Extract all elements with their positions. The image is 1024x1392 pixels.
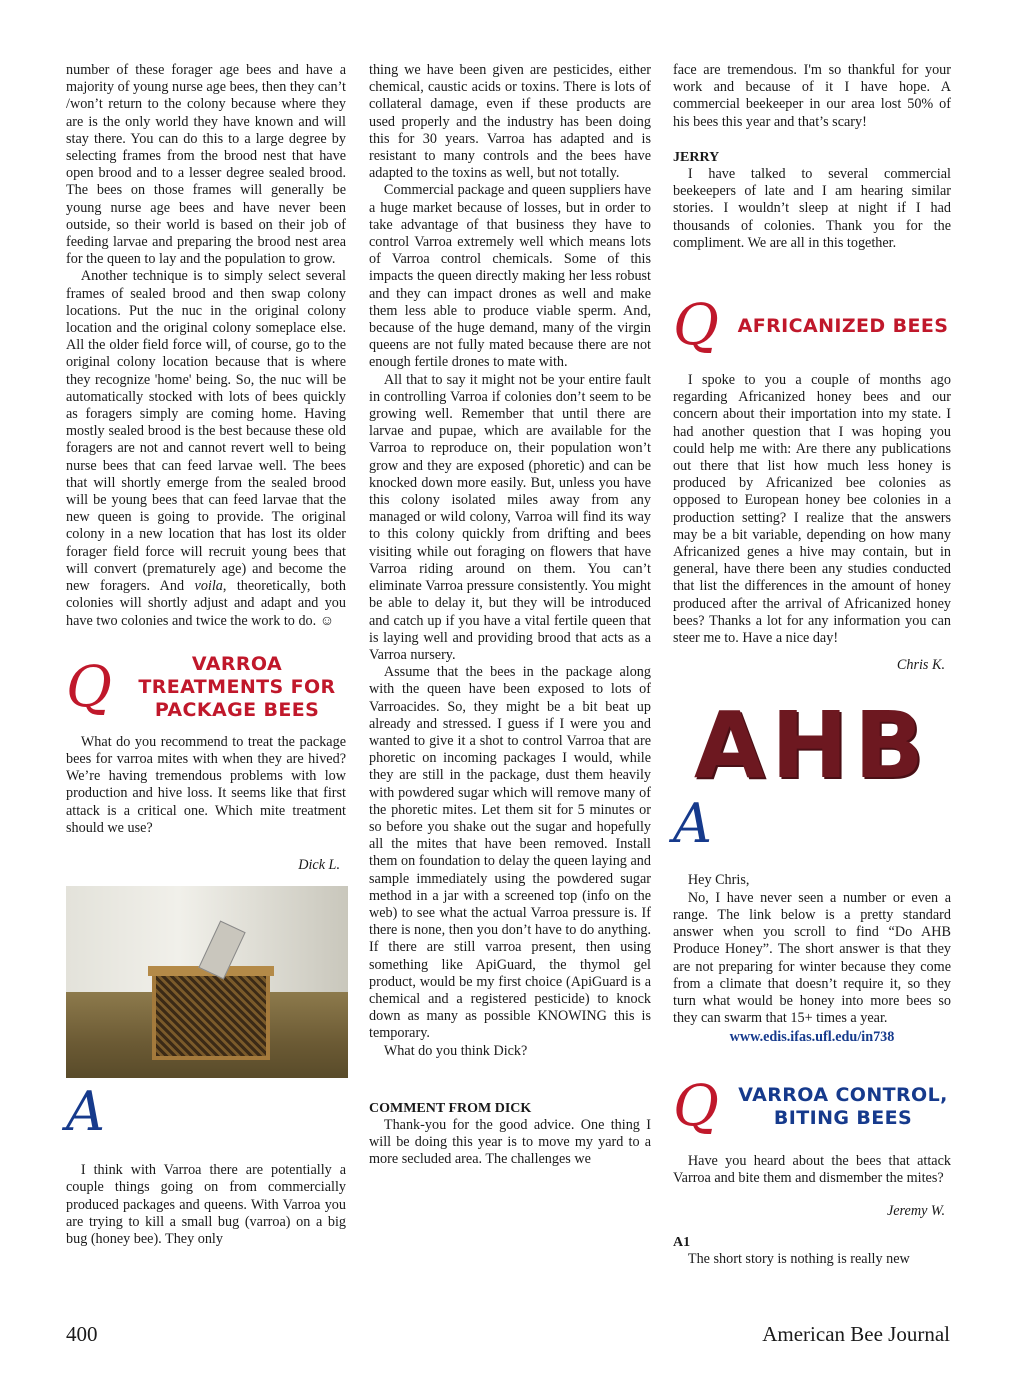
answer-text: The short story is nothing is really new	[687, 1251, 910, 1268]
question-heading-biting-bees	[673, 1069, 951, 1145]
journal-name: American Bee Journal	[762, 1322, 950, 1346]
ahb-logo: AHB	[693, 692, 931, 800]
paragraph: number of these forager age bees and have a majority of young nurse age bees, then they can’t /won’t return to the colony because where they are is the only world they have known and will stay there. You can do this to a large degree by selecting frames from the brood nest that have open brood and to a lesser degree sealed brood. The bees on those frames will generally be young nurse age bees and have never been outside, so their world is based on their job of feeding larvae and preparing the brood nest area for the queen to lay and the population to grow.	[66, 62, 346, 268]
question-letter: Q	[66, 654, 112, 720]
jerry-heading: JERRY	[673, 149, 720, 165]
column-1	[66, 62, 346, 1248]
paragraph: What do you think Dick?	[383, 1042, 528, 1059]
answer-text: I think with Varroa there are potentially a couple things going on from commercially produced packages and queens. With Varroa you are trying to kill a small bug (varroa) on a big bug (honey bee). They only	[66, 1162, 346, 1247]
signature: Chris K.	[896, 657, 945, 674]
hive-photo	[66, 886, 348, 1078]
question-letter: Q	[673, 1073, 719, 1139]
paragraph: Assume that the bees in the package along with the queen have been exposed to lots of Varroacides. So, they might be a bit beat up already and stressed. I guess if I were you and wanted to give it a shot to control Varroa that are phoretic on incoming packages I would, while they are still in the package, dust them heavily with powdered sugar which will remove many of the phoretic mites. Let them sit for 5 minutes or so before you shake out the sugar and hopefully all the mites that have been removed. Install them on foundation to delay the queen laying and sample immediately using the powdered sugar method in a jar with a screened top (info on the web) to see what the actual Varroa pressure is. If there is none, then you don’t have to do anything. If there are still varroa present, then using something like ApiGuard, the thymol gel product, would be my first choice (ApiGuard is a chemical and a registered pesticide) to knock down as many as possible KNOWING this is temporary.	[369, 664, 651, 1042]
column-2	[369, 62, 651, 1169]
answer-greeting: Hey Chris,	[687, 872, 750, 889]
question-text: I spoke to you a couple of months ago regarding Africanized honey bees and our concern about their importation into my state. I had another question that I was hoping you could help me with: Are there any publications out there that list how much less honey is produced by Africanized bee colonies as opposed to European honey bee colonies in a production setting? I realize that the answers may be a bit variable, depending on how many Africanized genes a hive may contain, but in general, have there been any studies conducted that list the differences in the amount of honey produced after the arrival of Africanized honey bees? Thanks a lot for any information you can steer me to. Have a nice day!	[673, 372, 951, 647]
page-number: 400	[66, 1322, 98, 1346]
answer-letter: A	[66, 1080, 105, 1144]
signature: Jeremy W.	[886, 1202, 945, 1219]
answer-text: No, I have never seen a number or even a range. The link below is a pretty standard answer when you scroll to find “Do AHB Produce Honey”. The short answer is that they are not preparing for winter because they come from a climate that doesn’t require it, so they turn what would be honey into more bees so they can swarm that 15+ times a year.	[673, 889, 951, 1027]
paragraph: face are tremendous. I'm so thankful for your work and because of it I have hope. A commercial beekeeper in our area lost 50% of his bees this year and that’s scary!	[673, 62, 951, 130]
answer-heading: A1	[673, 1235, 691, 1251]
question-letter: Q	[673, 293, 719, 359]
edis-link[interactable]: www.edis.ifas.ufl.edu/in738	[729, 1029, 895, 1046]
question-heading-varroa-treatments	[66, 650, 346, 726]
question-text: Have you heard about the bees that attack Varroa and bite them and dismember the mites?	[673, 1152, 951, 1186]
question-title: VARROA CONTROL, BITING BEES	[738, 1083, 948, 1129]
question-title: VARROA TREATMENTS FOR PACKAGE BEES	[138, 653, 336, 722]
jerry-text: I have talked to several commercial beekeepers of late and I am hearing similar stories. I wouldn’t sleep at night if I had thousands of colonies. Thank you for the compliment. We are all in this together.	[673, 166, 951, 251]
question-text: What do you recommend to treat the package bees for varroa mites with when they are hived? We’re having tremendous problems with low production and hive loss. It seems like that first attack is a critical one. Which mite treatment should we use?	[66, 733, 346, 836]
question-heading-africanized-bees	[673, 288, 951, 364]
paragraph: All that to say it might not be your entire fault in controlling Varroa if colonies don’t seem to be growing well. Remember that until there are larvae and pupae, which are available for the Varroa to reproduce on, their population won’t grow and they are exposed (phoretic) and can be knocked down more easily. But, unless you have this colony isolated miles away from any managed or wild colony, Varroa will find its way to this colony quickly from drifting and bees visiting while out foraging on flowers that have Varroa riding around on them. You can’t eliminate Varroa pressure consistently. You might be able to delay it, but they will be introduced and catch up if you have a vital fertile queen that is laying well and providing brood that acts as a Varroa nursery.	[369, 371, 651, 663]
paragraph: Another technique is to simply select several frames of sealed brood and then swap colony locations. Put the nuc in the original colony location and the original colony someplace else. All the older field force will, of course, go to the original colony location because that is where they recognize 'home' being. So, the nuc will be automatically stocked with lots of bees quickly as foragers simply are coming home. Having mostly sealed brood is the best because these old foragers are not and cannot revert well to being nurse bees that can feed larvae well. The bees that will shortly emerge from the sealed brood will be young bees that can feed larvae that the new queen is going to provide. The original colony in a new location that has lost its older forager field force will recruit young bees that will convert (prematurely age) and become the new foragers. And voila, theoretically, both colonies will shortly adjust and adapt and you have two colonies and twice the work to do. ☺	[66, 268, 346, 629]
column-3	[673, 62, 951, 1269]
question-title: AFRICANIZED BEES	[737, 314, 949, 337]
answer-letter: A	[673, 792, 712, 856]
comment-heading: COMMENT FROM DICK	[369, 1100, 532, 1116]
paragraph: Commercial package and queen suppliers have a huge market because of losses, but in order to take advantage of that business they have to control Varroa extremely well which means lots of Varroa control chemicals. Some of this impacts the queen directly making her less robust and they can impact drones as well and make them less able to produce viable sperm. And, because of the huge demand, many of the virgin queens are not fully mated because there are not enough fertile drones to mate with.	[369, 182, 651, 371]
signature: Dick L.	[298, 856, 340, 873]
paragraph: thing we have been given are pesticides, either chemical, caustic acids or toxins. There is lots of collateral damage, even if these products are used properly and the industry has been doing this for 30 years. Varroa has adapted and is resistant to many controls and the bees have adapted to the toxins as well, but not totally.	[369, 62, 651, 182]
comment-text: Thank-you for the good advice. One thing I will be doing this year is to move my yard to a more secluded area. The challenges we	[369, 1116, 651, 1168]
